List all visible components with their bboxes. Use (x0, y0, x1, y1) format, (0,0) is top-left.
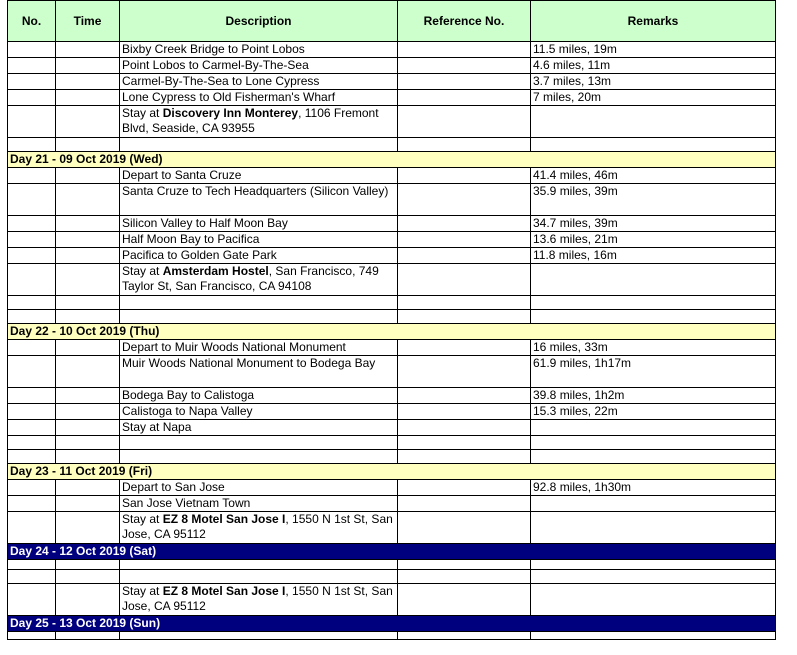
table-row (8, 74, 776, 90)
cell-time[interactable] (56, 512, 120, 544)
table-row (8, 450, 776, 464)
cell-remarks[interactable] (531, 436, 776, 450)
cell-reference[interactable] (398, 570, 531, 584)
cell-description[interactable] (120, 296, 398, 310)
cell-description[interactable]: Pacifica to Golden Gate Park (120, 248, 398, 264)
cell-remarks[interactable] (531, 496, 776, 512)
cell-time[interactable] (56, 404, 120, 420)
header-remarks: Remarks (531, 1, 776, 42)
cell-remarks[interactable] (531, 296, 776, 310)
cell-description[interactable]: Bixby Creek Bridge to Point Lobos (120, 42, 398, 58)
cell-no[interactable] (8, 356, 56, 388)
cell-remarks[interactable]: 34.7 miles, 39m (531, 216, 776, 232)
table-row (8, 216, 776, 232)
cell-no[interactable] (8, 420, 56, 436)
cell-remarks[interactable]: 16 miles, 33m (531, 340, 776, 356)
cell-reference[interactable] (398, 420, 531, 436)
cell-description[interactable]: Santa Cruze to Tech Headquarters (Silicon Valley) (120, 184, 398, 216)
cell-remarks[interactable] (531, 138, 776, 152)
cell-description[interactable] (120, 584, 398, 616)
cell-description[interactable] (120, 436, 398, 450)
table-row (8, 232, 776, 248)
cell-no[interactable] (8, 184, 56, 216)
cell-reference[interactable] (398, 58, 531, 74)
cell-remarks[interactable]: 7 miles, 20m (531, 90, 776, 106)
day-header-row (8, 464, 776, 480)
cell-description[interactable] (120, 138, 398, 152)
cell-reference[interactable] (398, 296, 531, 310)
day-header-row (8, 152, 776, 168)
cell-description[interactable]: Depart to San Jose (120, 480, 398, 496)
hotel-address: , San Francisco, 749 Taylor St, San Francisco, CA 94108 (122, 264, 379, 293)
cell-description[interactable] (120, 512, 398, 544)
cell-description[interactable] (120, 570, 398, 584)
table-row (8, 42, 776, 58)
day-header-row (8, 324, 776, 340)
cell-description[interactable] (120, 106, 398, 138)
cell-reference[interactable] (398, 74, 531, 90)
cell-no[interactable] (8, 512, 56, 544)
cell-no[interactable] (8, 42, 56, 58)
cell-description[interactable]: Half Moon Bay to Pacifica (120, 232, 398, 248)
cell-description[interactable]: Lone Cypress to Old Fisherman's Wharf (120, 90, 398, 106)
header-time: Time (56, 1, 120, 42)
cell-no[interactable] (8, 138, 56, 152)
cell-description[interactable]: Muir Woods National Monument to Bodega Bay (120, 356, 398, 388)
cell-no[interactable] (8, 106, 56, 138)
day-22-label[interactable]: Day 22 - 10 Oct 2019 (Thu) (8, 324, 776, 340)
cell-time[interactable] (56, 310, 120, 324)
cell-description[interactable]: Bodega Bay to Calistoga (120, 388, 398, 404)
day-21-label[interactable]: Day 21 - 09 Oct 2019 (Wed) (8, 152, 776, 168)
cell-no[interactable] (8, 58, 56, 74)
cell-remarks[interactable] (531, 106, 776, 138)
cell-no[interactable] (8, 436, 56, 450)
hotel-name: Amsterdam Hostel (162, 264, 269, 278)
cell-reference[interactable] (398, 310, 531, 324)
table-row (8, 296, 776, 310)
cell-remarks[interactable] (531, 310, 776, 324)
hotel-name: EZ 8 Motel San Jose I (162, 584, 286, 598)
cell-no[interactable] (8, 480, 56, 496)
itinerary-table (7, 0, 776, 640)
cell-time[interactable] (56, 340, 120, 356)
header-row (8, 1, 776, 42)
cell-no[interactable] (8, 296, 56, 310)
stay-prefix: Stay at (122, 106, 163, 120)
cell-time[interactable] (56, 138, 120, 152)
cell-time[interactable] (56, 632, 120, 640)
table-row (8, 404, 776, 420)
cell-no[interactable] (8, 310, 56, 324)
hotel-address: , 1106 Fremont Blvd, Seaside, CA 93955 (122, 106, 379, 135)
cell-description[interactable]: Depart to Santa Cruze (120, 168, 398, 184)
cell-reference[interactable] (398, 388, 531, 404)
cell-time[interactable] (56, 296, 120, 310)
cell-no[interactable] (8, 632, 56, 640)
cell-no[interactable] (8, 404, 56, 420)
cell-time[interactable] (56, 90, 120, 106)
cell-remarks[interactable] (531, 450, 776, 464)
cell-no[interactable] (8, 90, 56, 106)
cell-no[interactable] (8, 74, 56, 90)
cell-remarks[interactable]: 13.6 miles, 21m (531, 232, 776, 248)
cell-remarks[interactable]: 41.4 miles, 46m (531, 168, 776, 184)
cell-remarks[interactable] (531, 584, 776, 616)
header-description: Description (120, 1, 398, 42)
day-header-row (8, 616, 776, 632)
table-row (8, 584, 776, 616)
hotel-name: Discovery Inn Monterey (162, 106, 299, 120)
stay-prefix: Stay at (122, 584, 163, 598)
cell-no[interactable] (8, 570, 56, 584)
cell-remarks[interactable] (531, 632, 776, 640)
cell-remarks[interactable]: 39.8 miles, 1h2m (531, 388, 776, 404)
cell-description[interactable] (120, 560, 398, 570)
cell-remarks[interactable] (531, 512, 776, 544)
cell-time[interactable] (56, 584, 120, 616)
cell-reference[interactable] (398, 216, 531, 232)
table-row (8, 632, 776, 640)
cell-time[interactable] (56, 450, 120, 464)
cell-time[interactable] (56, 480, 120, 496)
cell-reference[interactable] (398, 90, 531, 106)
cell-remarks[interactable] (531, 264, 776, 296)
cell-description[interactable] (120, 264, 398, 296)
cell-reference[interactable] (398, 248, 531, 264)
cell-no[interactable] (8, 232, 56, 248)
cell-description[interactable]: Point Lobos to Carmel-By-The-Sea (120, 58, 398, 74)
table-row (8, 58, 776, 74)
cell-time[interactable] (56, 58, 120, 74)
cell-no[interactable] (8, 264, 56, 296)
day-24-label[interactable]: Day 24 - 12 Oct 2019 (Sat) (8, 544, 776, 560)
cell-time[interactable] (56, 42, 120, 58)
cell-time[interactable] (56, 216, 120, 232)
stay-prefix: Stay at (122, 512, 163, 526)
cell-reference[interactable] (398, 356, 531, 388)
cell-reference[interactable] (398, 450, 531, 464)
table-row (8, 310, 776, 324)
cell-reference[interactable] (398, 264, 531, 296)
cell-time[interactable] (56, 106, 120, 138)
day-25-label[interactable]: Day 25 - 13 Oct 2019 (Sun) (8, 616, 776, 632)
cell-time[interactable] (56, 74, 120, 90)
table-row (8, 436, 776, 450)
cell-time[interactable] (56, 436, 120, 450)
table-row (8, 496, 776, 512)
cell-no[interactable] (8, 584, 56, 616)
cell-remarks[interactable]: 11.8 miles, 16m (531, 248, 776, 264)
cell-reference[interactable] (398, 168, 531, 184)
cell-remarks[interactable]: 11.5 miles, 19m (531, 42, 776, 58)
cell-reference[interactable] (398, 340, 531, 356)
table-row (8, 138, 776, 152)
table-row (8, 340, 776, 356)
cell-no[interactable] (8, 450, 56, 464)
day-23-label[interactable]: Day 23 - 11 Oct 2019 (Fri) (8, 464, 776, 480)
cell-description[interactable]: Silicon Valley to Half Moon Bay (120, 216, 398, 232)
hotel-address: , 1550 N 1st St, San Jose, CA 95112 (122, 512, 393, 541)
cell-reference[interactable] (398, 512, 531, 544)
cell-description[interactable]: Stay at Napa (120, 420, 398, 436)
table-row (8, 560, 776, 570)
cell-description[interactable] (120, 310, 398, 324)
cell-description[interactable]: Depart to Muir Woods National Monument (120, 340, 398, 356)
cell-no[interactable] (8, 388, 56, 404)
cell-remarks[interactable] (531, 570, 776, 584)
cell-time[interactable] (56, 168, 120, 184)
table-row (8, 248, 776, 264)
cell-remarks[interactable] (531, 420, 776, 436)
day-header-row (8, 544, 776, 560)
cell-no[interactable] (8, 560, 56, 570)
cell-time[interactable] (56, 570, 120, 584)
cell-description[interactable] (120, 632, 398, 640)
cell-reference[interactable] (398, 106, 531, 138)
cell-reference[interactable] (398, 560, 531, 570)
cell-reference[interactable] (398, 138, 531, 152)
stay-prefix: Stay at (122, 264, 163, 278)
cell-time[interactable] (56, 496, 120, 512)
cell-remarks[interactable]: 15.3 miles, 22m (531, 404, 776, 420)
cell-description[interactable] (120, 450, 398, 464)
cell-reference[interactable] (398, 480, 531, 496)
table-row (8, 512, 776, 544)
table-row (8, 480, 776, 496)
cell-remarks[interactable]: 3.7 miles, 13m (531, 74, 776, 90)
cell-time[interactable] (56, 264, 120, 296)
table-row (8, 184, 776, 216)
cell-reference[interactable] (398, 632, 531, 640)
cell-reference[interactable] (398, 404, 531, 420)
table-row (8, 168, 776, 184)
cell-time[interactable] (56, 184, 120, 216)
cell-no[interactable] (8, 216, 56, 232)
cell-remarks[interactable]: 61.9 miles, 1h17m (531, 356, 776, 388)
table-row (8, 264, 776, 296)
cell-reference[interactable] (398, 42, 531, 58)
cell-time[interactable] (56, 560, 120, 570)
cell-no[interactable] (8, 496, 56, 512)
hotel-name: EZ 8 Motel San Jose I (162, 512, 286, 526)
header-no: No. (8, 1, 56, 42)
cell-reference[interactable] (398, 436, 531, 450)
cell-reference[interactable] (398, 184, 531, 216)
cell-reference[interactable] (398, 232, 531, 248)
cell-description[interactable]: Carmel-By-The-Sea to Lone Cypress (120, 74, 398, 90)
table-row (8, 90, 776, 106)
cell-time[interactable] (56, 388, 120, 404)
cell-description[interactable]: San Jose Vietnam Town (120, 496, 398, 512)
cell-reference[interactable] (398, 496, 531, 512)
cell-remarks[interactable]: 4.6 miles, 11m (531, 58, 776, 74)
table-row (8, 388, 776, 404)
hotel-address: , 1550 N 1st St, San Jose, CA 95112 (122, 584, 393, 613)
cell-time[interactable] (56, 248, 120, 264)
cell-time[interactable] (56, 420, 120, 436)
cell-remarks[interactable]: 35.9 miles, 39m (531, 184, 776, 216)
header-reference: Reference No. (398, 1, 531, 42)
cell-no[interactable] (8, 168, 56, 184)
table-row (8, 570, 776, 584)
cell-time[interactable] (56, 356, 120, 388)
cell-remarks[interactable]: 92.8 miles, 1h30m (531, 480, 776, 496)
table-row (8, 106, 776, 138)
table-row (8, 356, 776, 388)
cell-description[interactable]: Calistoga to Napa Valley (120, 404, 398, 420)
cell-no[interactable] (8, 340, 56, 356)
cell-reference[interactable] (398, 584, 531, 616)
cell-time[interactable] (56, 232, 120, 248)
table-row (8, 420, 776, 436)
cell-no[interactable] (8, 248, 56, 264)
cell-remarks[interactable] (531, 560, 776, 570)
